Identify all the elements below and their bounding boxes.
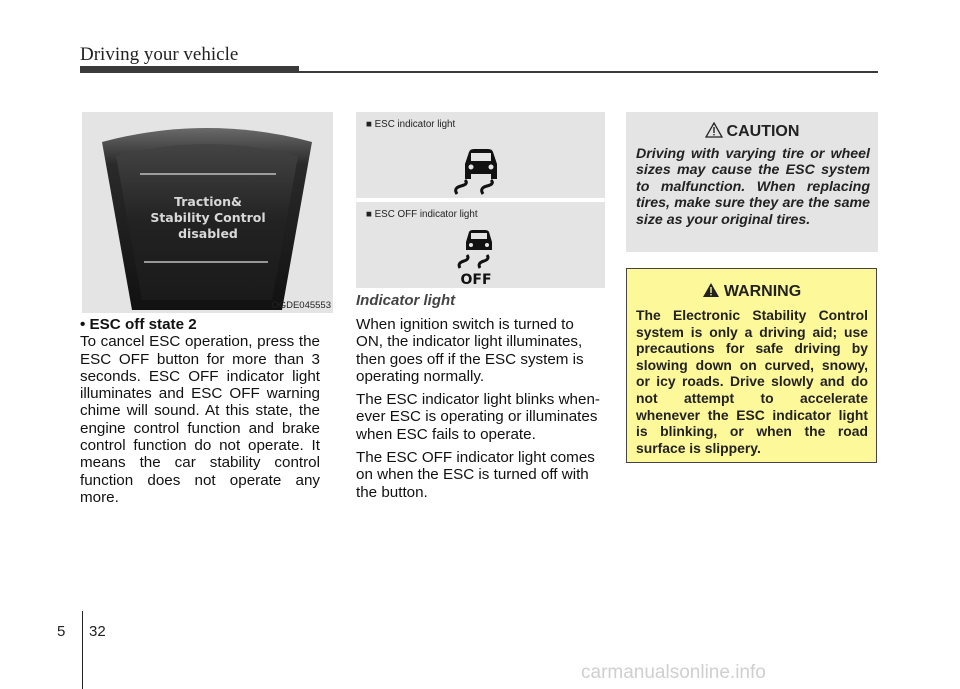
caution-heading [626, 122, 878, 141]
figure-caption: OGDE045553 [271, 300, 331, 311]
display-text-line3: disabled [178, 226, 238, 241]
footer-divider [82, 611, 83, 689]
esc-off-state-bullet: • ESC off state 2 [80, 316, 197, 333]
esc-indicator-label: ■ ESC indicator light [366, 119, 456, 130]
warning-triangle-icon [702, 282, 720, 298]
warning-box [626, 268, 877, 463]
indicator-paragraph-3: The ESC OFF indicator light comes on when the ESC is turned off with the button. [356, 449, 595, 501]
column-2-text [356, 316, 604, 507]
chapter-number: 5 [57, 623, 66, 640]
display-text-line1: Traction& [174, 194, 242, 209]
caution-triangle-icon [705, 122, 723, 138]
indicator-light-heading: Indicator light [356, 292, 456, 309]
off-text: OFF [460, 272, 492, 286]
esc-off-paragraph: To cancel ESC operation, press the ESC OFF button for more than 3 seconds. ESC OFF indicator light illuminates and ESC OFF warning chime will sound. At this state, the engine control function and brake control function do not operate. It means the car stability control function does not operate any more. [80, 333, 320, 506]
warning-text: The Electronic Stability Control system is only a driving aid; use precautions for safe driving by slowing down on curved, snowy, or icy roads. Drive slowly and do not attempt to accelerate whenever the ESC indicator light is blinking, or when the road surface is slippery. [636, 307, 868, 456]
caution-box [626, 112, 878, 252]
indicator-paragraph-1: When ignition switch is turned to ON, the indicator light illuminates, then goes off if the ESC system is operating normally. [356, 316, 584, 385]
page-number: 32 [89, 623, 106, 640]
header-rule [80, 71, 878, 73]
esc-skid-car-icon [451, 138, 511, 198]
esc-off-indicator-label: ■ ESC OFF indicator light [366, 209, 478, 220]
caution-title: CAUTION [726, 123, 800, 140]
caution-text: Driving with varying tire or wheel sizes may cause the ESC system to malfunction. When replacing tires, make sure they are the same size as your original tires. [636, 146, 870, 228]
esc-off-car-icon [456, 224, 516, 286]
cluster-display-illustration [82, 112, 333, 313]
display-text-line2: Stability Control [150, 210, 266, 225]
section-title: Driving your vehicle [80, 44, 239, 65]
warning-title: WARNING [723, 283, 802, 300]
column-1-text [80, 316, 320, 506]
watermark: carmanualsonline.info [581, 662, 766, 683]
warning-heading [627, 282, 876, 301]
esc-off-indicator-panel [356, 202, 605, 288]
esc-indicator-panel [356, 112, 605, 198]
indicator-paragraph-2: The ESC indicator light blinks when-ever ESC is operating or illuminates when ESC fails to operate. [356, 391, 600, 443]
esc-display-figure [82, 112, 333, 313]
